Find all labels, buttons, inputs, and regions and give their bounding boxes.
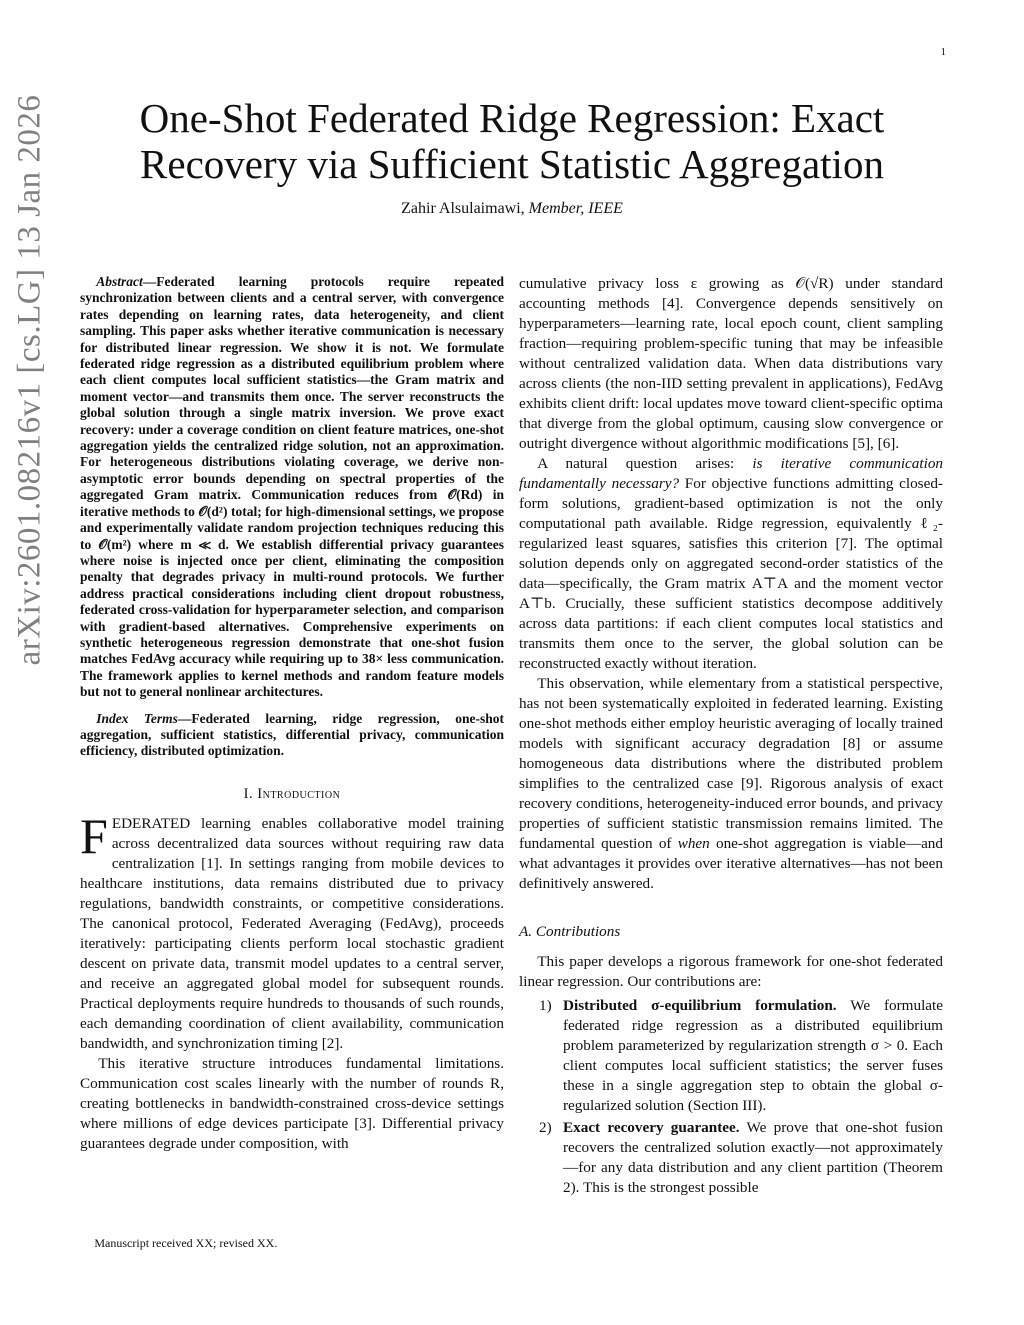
- subsection-heading-contributions: A. Contributions: [519, 923, 621, 940]
- section-title: Introduction: [257, 785, 341, 802]
- title-line-1: One-Shot Federated Ridge Regression: Exact: [139, 95, 885, 141]
- right-paragraph-2-emphasis: is iterative communication fundamentally necessary?: [519, 455, 944, 492]
- abstract: [80, 274, 504, 701]
- intro-paragraph-1: [80, 807, 504, 1054]
- contribution-item: [539, 1118, 943, 1198]
- footnote: Manuscript received XX; revised XX.: [94, 1236, 278, 1250]
- index-terms: [80, 711, 504, 760]
- right-paragraph-3: [519, 674, 943, 894]
- left-column: [80, 274, 504, 1154]
- contribution-number: 2): [539, 1119, 552, 1136]
- author-name: Zahir Alsulaimawi,: [401, 200, 525, 217]
- contributions-list: [519, 996, 943, 1198]
- contribution-heading: Exact recovery guarantee.: [563, 1119, 740, 1136]
- arxiv-stamp-text: arXiv:2601.08216v1 [cs.LG] 13 Jan 2026: [11, 94, 48, 666]
- right-paragraph-3-start: This observation, while elementary from a statistical perspective, has not been systematically exploited in federated learning. Existing one-shot methods either employ heuristic averaging of locally trained models with significant accuracy degradation [8] or assume homogeneous data distributions where the distributed problem simplifies to the centralized case [9]. Rigorous analysis of exact recovery conditions, heterogeneity-induced error bounds, and privacy properties of sufficient statistic transmission remains limited. The fundamental question of: [519, 675, 943, 852]
- contribution-number: 1): [539, 997, 552, 1014]
- right-paragraph-2-end: For objective functions admitting closed-form solutions, gradient-based optimization is not the only computational path available. Ridge regression, equivalently ℓ₂-regularized least squares, satisfies this criterion [7]. The optimal solution depends only on aggregated second-order statistics of the data—specifically, the Gram matrix A⊤A and the moment vector A⊤b. Crucially, these sufficient statistics decompose additively across data partitions: if each client computes local statistics and transmits them once to the server, the global solution can be reconstructed exactly without iteration.: [519, 475, 943, 672]
- contribution-body: We formulate federated ridge regression as a distributed equilibrium problem parameterized by regularization strength σ > 0. Each client computes local sufficient statistics; the server fuses these in a single aggregation step to obtain the global σ-regularized solution (Section III).: [563, 997, 943, 1114]
- drop-cap: F: [80, 807, 108, 864]
- intro-paragraph-1-text: EDERATED learning enables collaborative model training across decentralized data sources without requiring raw data centralization [1]. In settings ranging from mobile devices to healthcare institutions, data remains distributed due to privacy regulations, bandwidth constraints, or competitive considerations. The canonical protocol, Federated Averaging (FedAvg), proceeds iteratively: participating clients perform local stochastic gradient descent on private data, transmit model updates to a central server, and receive an aggregated global model for subsequent rounds. Practical deployments require hundreds to thousands of such rounds, each demanding coordination of client availability, communication bandwidth, and synchronization timing [2].: [80, 814, 504, 1052]
- right-paragraph-1: cumulative privacy loss ε growing as 𝒪(√R) under standard accounting methods [4]. Convergence depends sensitively on hyperparameters—learning rate, local epoch count, client sampling fraction—requiring problem-specific tuning that may be infeasible without centralized validation data. When data distributions vary across clients (the non-IID setting prevalent in applications), FedAvg exhibits client drift: local updates move toward client-specific optima that diverge from the global optimum, causing slow convergence or outright divergence without algorithmic modifications [5], [6].: [519, 275, 943, 452]
- author-role: Member, IEEE: [528, 200, 623, 217]
- contribution-body: We prove that one-shot fusion recovers the centralized solution exactly—not approximately—for any data distribution and any client partition (Theorem 2). This is the strongest possible: [563, 1119, 943, 1196]
- page-number: 1: [940, 46, 946, 58]
- right-paragraph-2: [519, 454, 943, 674]
- intro-paragraph-2: This iterative structure introduces fundamental limitations. Communication cost scales linearly with the number of rounds R, creating bottlenecks in bandwidth-constrained cross-device settings where millions of edge devices participate [3]. Differential privacy guarantees degrade under composition, with: [80, 1054, 504, 1152]
- right-column: [519, 274, 943, 1200]
- right-paragraph-3-end: one-shot aggregation is viable—and what advantages it provides over iterative alternatives—has not been definitively answered.: [519, 835, 943, 892]
- contributions-intro: This paper develops a rigorous framework for one-shot federated linear regression. Our contributions are:: [519, 953, 943, 990]
- section-number: I.: [243, 785, 254, 802]
- index-terms-text: —Federated learning, ridge regression, one-shot aggregation, sufficient statistics, differential privacy, communication efficiency, distributed optimization.: [80, 710, 504, 759]
- contribution-item: [539, 996, 943, 1116]
- abstract-text: —Federated learning protocols require repeated synchronization between clients and a central server, with convergence rates depending on learning rates, data heterogeneity, and client sampling. This paper asks whether iterative communication is necessary for distributed linear regression. We show it is not. We formulate federated ridge regression as a distributed equilibrium problem where each client computes local sufficient statistics—the Gram matrix and moment vector—and transmits them once. The server reconstructs the global solution through a single matrix inversion. We prove exact recovery: under a coverage condition on client feature matrices, one-shot aggregation yields the centralized ridge solution, not an approximation. For heterogeneous distributions violating coverage, we derive non-asymptotic error bounds depending on spectral properties of the aggregated Gram matrix. Communication reduces from 𝒪(Rd) in iterative methods to 𝒪(d²) total; for high-dimensional settings, we propose and experimentally validate random projection techniques reducing this to 𝒪(m²) where m ≪ d. We establish differential privacy guarantees where noise is injected once per client, eliminating the composition penalty that degrades privacy in multi-round protocols. We further address practical considerations including client dropout robustness, federated cross-validation for hyperparameter selection, and comparison with gradient-based alternatives. Comprehensive experiments on synthetic heterogeneous regression demonstrate that one-shot fusion matches FedAvg accuracy while requiring up to 38× less communication. The framework applies to kernel methods and random feature models but not to general nonlinear architectures.: [80, 274, 504, 700]
- paper-title: [80, 95, 944, 187]
- title-line-2: Recovery via Sufficient Statistic Aggregation: [140, 141, 884, 187]
- abstract-label: Abstract: [96, 274, 143, 289]
- index-terms-label: Index Terms: [96, 710, 178, 726]
- contribution-heading: Distributed σ-equilibrium formulation.: [563, 997, 837, 1014]
- author-line: [80, 200, 944, 218]
- section-heading-introduction: [80, 784, 504, 804]
- right-paragraph-2-start: A natural question arises:: [537, 455, 753, 472]
- right-paragraph-3-emphasis: when: [677, 835, 710, 852]
